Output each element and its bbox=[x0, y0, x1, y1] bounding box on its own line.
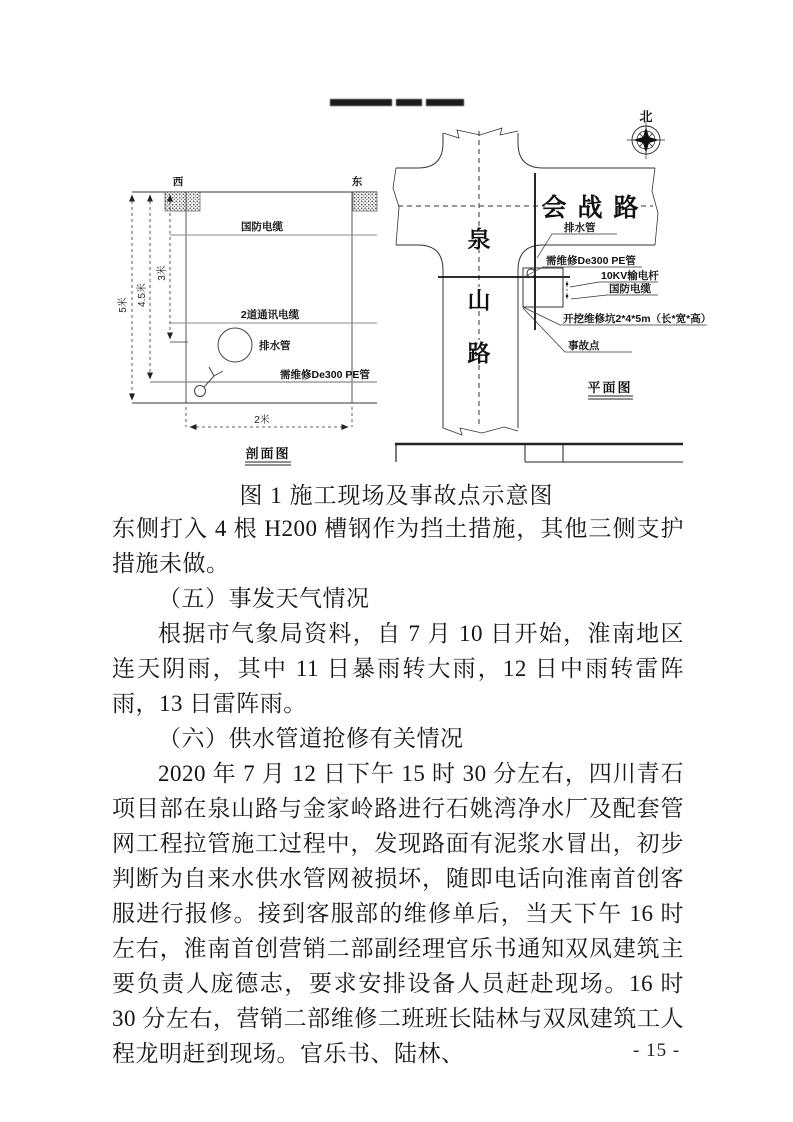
section-view bbox=[116, 175, 377, 465]
compass-icon bbox=[627, 109, 665, 159]
paragraph-weather: 根据市气象局资料，自 7 月 10 日开始，淮南地区连天阴雨，其中 11 日暴雨转大雨，12 日中雨转雷阵雨，13 日雷阵雨。 bbox=[112, 621, 684, 716]
plan-repair-pipe-label: 需维修De300 PE管 bbox=[546, 255, 636, 267]
plan-defense-cable-label: 国防电缆 bbox=[609, 283, 651, 295]
paragraph-continued: 东侧打入 4 根 H200 槽钢作为挡土措施，其他三侧支护措施未做。 bbox=[112, 516, 684, 576]
dim-2m: 2米 bbox=[254, 415, 270, 426]
illegible-header-marks bbox=[330, 99, 464, 106]
page-number: - 15 - bbox=[633, 1040, 681, 1061]
figure-diagram bbox=[112, 95, 712, 477]
section-heading-5: （五）事发天气情况 bbox=[158, 586, 370, 611]
body-text bbox=[112, 511, 684, 1071]
plan-pit-label: 开挖维修坑2*4*5m（长*宽*高） bbox=[563, 313, 712, 325]
section-title-underline bbox=[245, 462, 291, 465]
plan-view bbox=[393, 109, 711, 462]
plan-accident-point-label: 事故点 bbox=[568, 340, 600, 352]
plan-view-title: 平面图 bbox=[587, 380, 633, 395]
power-pole-icon bbox=[566, 281, 569, 299]
plan-power-pole-label: 10KV输电杆 bbox=[601, 270, 659, 282]
section-east-label: 东 bbox=[351, 176, 363, 188]
section-comm-cable-label: 2道通讯电缆 bbox=[240, 309, 300, 321]
figure-caption: 图 1 施工现场及事故点示意图 bbox=[239, 483, 554, 508]
dim-4-5m: 4.5米 bbox=[137, 283, 148, 307]
section-repair-pipe-label: 需维修De300 PE管 bbox=[280, 369, 370, 381]
repair-pit-rect bbox=[523, 268, 563, 307]
section-view-title: 剖面图 bbox=[245, 446, 291, 461]
north-label: 北 bbox=[639, 109, 653, 124]
plan-drain-pipe-label: 排水管 bbox=[564, 222, 596, 234]
drain-pipe-circle bbox=[218, 328, 252, 362]
paragraph-repair: 2020 年 7 月 12 日下午 15 时 30 分左右，四川青石项目部在泉山路与金家岭路进行石姚湾净水厂及配套管网工程拉管施工过程中，发现路面有泥浆水冒出，初步判断为自来水供水管网被损坏，随即电话向淮南首创客服进行报修。接到客服部的维修单后，当天下午 16 时左右，淮南首创营销二部副经理官乐书通知双凤建筑主要负责人庞德志，要求安排设备人员赶赴现场。16 时 30 分左右，营销二部维修二班班长陆林与双凤建筑工人程龙明赶到现场。官乐书、陆林、 bbox=[112, 761, 684, 1066]
section-defense-cable-label: 国防电缆 bbox=[241, 221, 283, 233]
road-ew-label: 会 战 路 bbox=[541, 194, 641, 222]
sheet-border-fragment bbox=[395, 444, 683, 462]
section-west-label: 西 bbox=[172, 176, 184, 188]
dim-3m: 3米 bbox=[157, 265, 168, 281]
road-ns-char2: 山 bbox=[467, 287, 491, 313]
dim-5m: 5米 bbox=[118, 297, 129, 313]
road-ns-char1: 泉 bbox=[467, 226, 491, 252]
diagram-svg bbox=[112, 95, 712, 477]
plan-title-underline bbox=[588, 396, 633, 399]
pavement-hatch-right bbox=[353, 192, 377, 211]
road-ns-char3: 路 bbox=[467, 340, 491, 366]
section-heading-6: （六）供水管道抢修有关情况 bbox=[158, 726, 464, 751]
section-drain-pipe-label: 排水管 bbox=[259, 340, 291, 352]
